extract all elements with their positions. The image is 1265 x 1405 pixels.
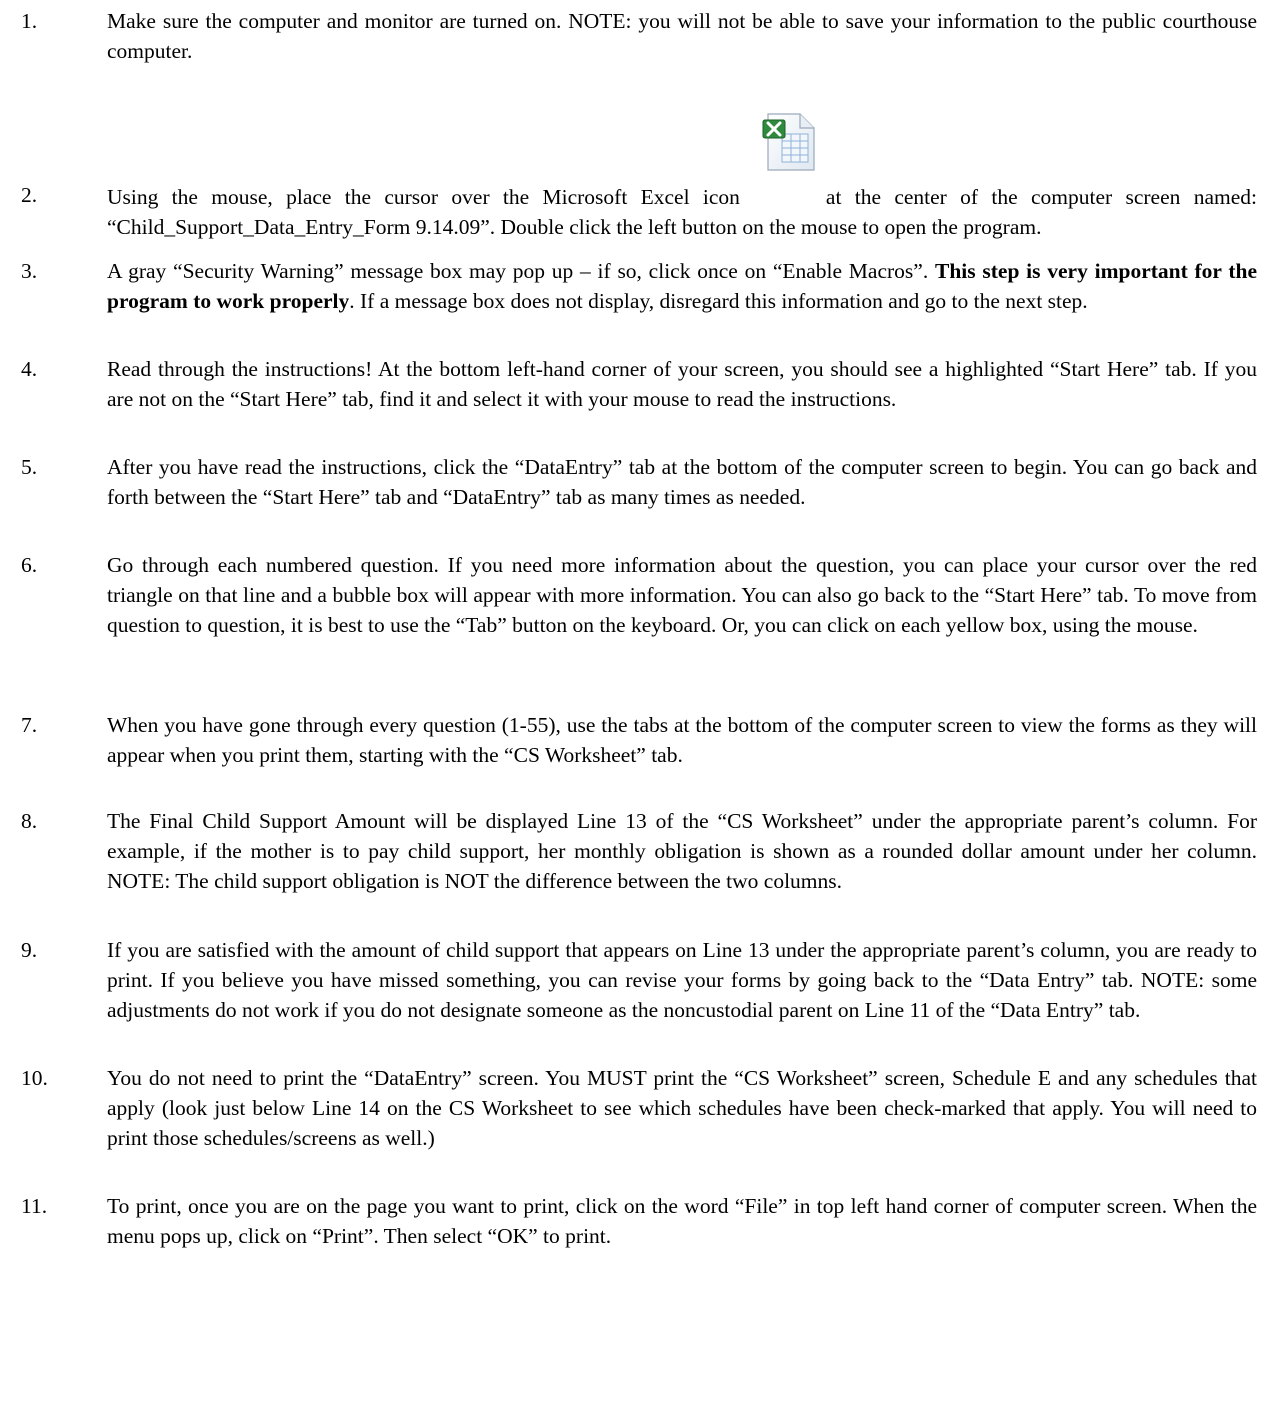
step-number: 10. (21, 1066, 48, 1090)
step-number: 7. (21, 713, 38, 737)
step-text: The Final Child Support Amount will be displayed Line 13 of the “CS Worksheet” under the appropriate parent’s column. For example, if the mother is to pay child support, her monthly obligation is shown as a rounded dollar amount under her column. NOTE: The child support obligation is NOT the difference between the two columns. (107, 809, 1257, 893)
step-text-part: . If a message box does not display, disregard this information and go to the next step. (349, 289, 1088, 313)
step-text: If you are satisfied with the amount of child support that appears on Line 13 under the appropriate parent’s column, you are ready to print. If you believe you have missed something, you can revise your forms by going back to the “Data Entry” tab. NOTE: some adjustments do not work if you do not designate someone as the noncustodial parent on Line 11 of the “Data Entry” tab. (107, 938, 1257, 1022)
step-text: Read through the instructions! At the bottom left-hand corner of your screen, you should see a highlighted “Start Here” tab. If you are not on the “Start Here” tab, find it and select it with your mouse to read the instructions. (107, 357, 1257, 411)
step-text: When you have gone through every question (1-55), use the tabs at the bottom of the computer screen to view the forms as they will appear when you print them, starting with the “CS Worksheet” tab. (107, 713, 1257, 767)
step-text: After you have read the instructions, click the “DataEntry” tab at the bottom of the computer screen to begin. You can go back and forth between the “Start Here” tab and “DataEntry” tab as many times as needed. (107, 455, 1257, 509)
step-text: Make sure the computer and monitor are turned on. NOTE: you will not be able to save your information to the public courthouse computer. (107, 9, 1257, 63)
step-number: 6. (21, 553, 38, 577)
step-text (107, 256, 1257, 316)
step-number: 9. (21, 938, 38, 962)
step-text: Go through each numbered question. If you need more information about the question, you can place your cursor over the red triangle on that line and a bubble box will appear with more information. You can also go back to the “Start Here” tab. To move from question to question, it is best to use the “Tab” button on the keyboard. Or, you can click on each yellow box, using the mouse. (107, 553, 1257, 637)
step-number: 8. (21, 809, 38, 833)
step-number: 11. (21, 1194, 48, 1218)
step-text-part: A gray “Security Warning” message box may pop up – if so, click once on “Enable Macros”. (107, 259, 929, 283)
microsoft-excel-icon (760, 150, 820, 210)
step-number: 1. (21, 9, 38, 33)
step-number: 4. (21, 357, 38, 381)
step-number: 2. (21, 183, 38, 207)
step-text-after-icon: at the center of the computer screen named: “Child_Support_Data_Entry_Form 9.14.09”. Double click the left button on the mouse to open the program. (107, 185, 1257, 239)
step-number: 3. (21, 259, 38, 283)
step-text (107, 118, 1257, 242)
step-text-before-icon: Using the mouse, place the cursor over the Microsoft Excel icon (107, 185, 740, 209)
important-note: This step is very important for the program to work properly (107, 259, 1257, 313)
step-text: To print, once you are on the page you want to print, click on the word “File” in top left hand corner of computer screen. When the menu pops up, click on “Print”. Then select “OK” to print. (107, 1194, 1257, 1248)
step-number: 5. (21, 455, 38, 479)
step-text: You do not need to print the “DataEntry” screen. You MUST print the “CS Worksheet” screen, Schedule E and any schedules that apply (look just below Line 14 on the CS Worksheet to see which schedules have been check-marked that apply. You will need to print those schedules/screens as well.) (107, 1066, 1257, 1150)
